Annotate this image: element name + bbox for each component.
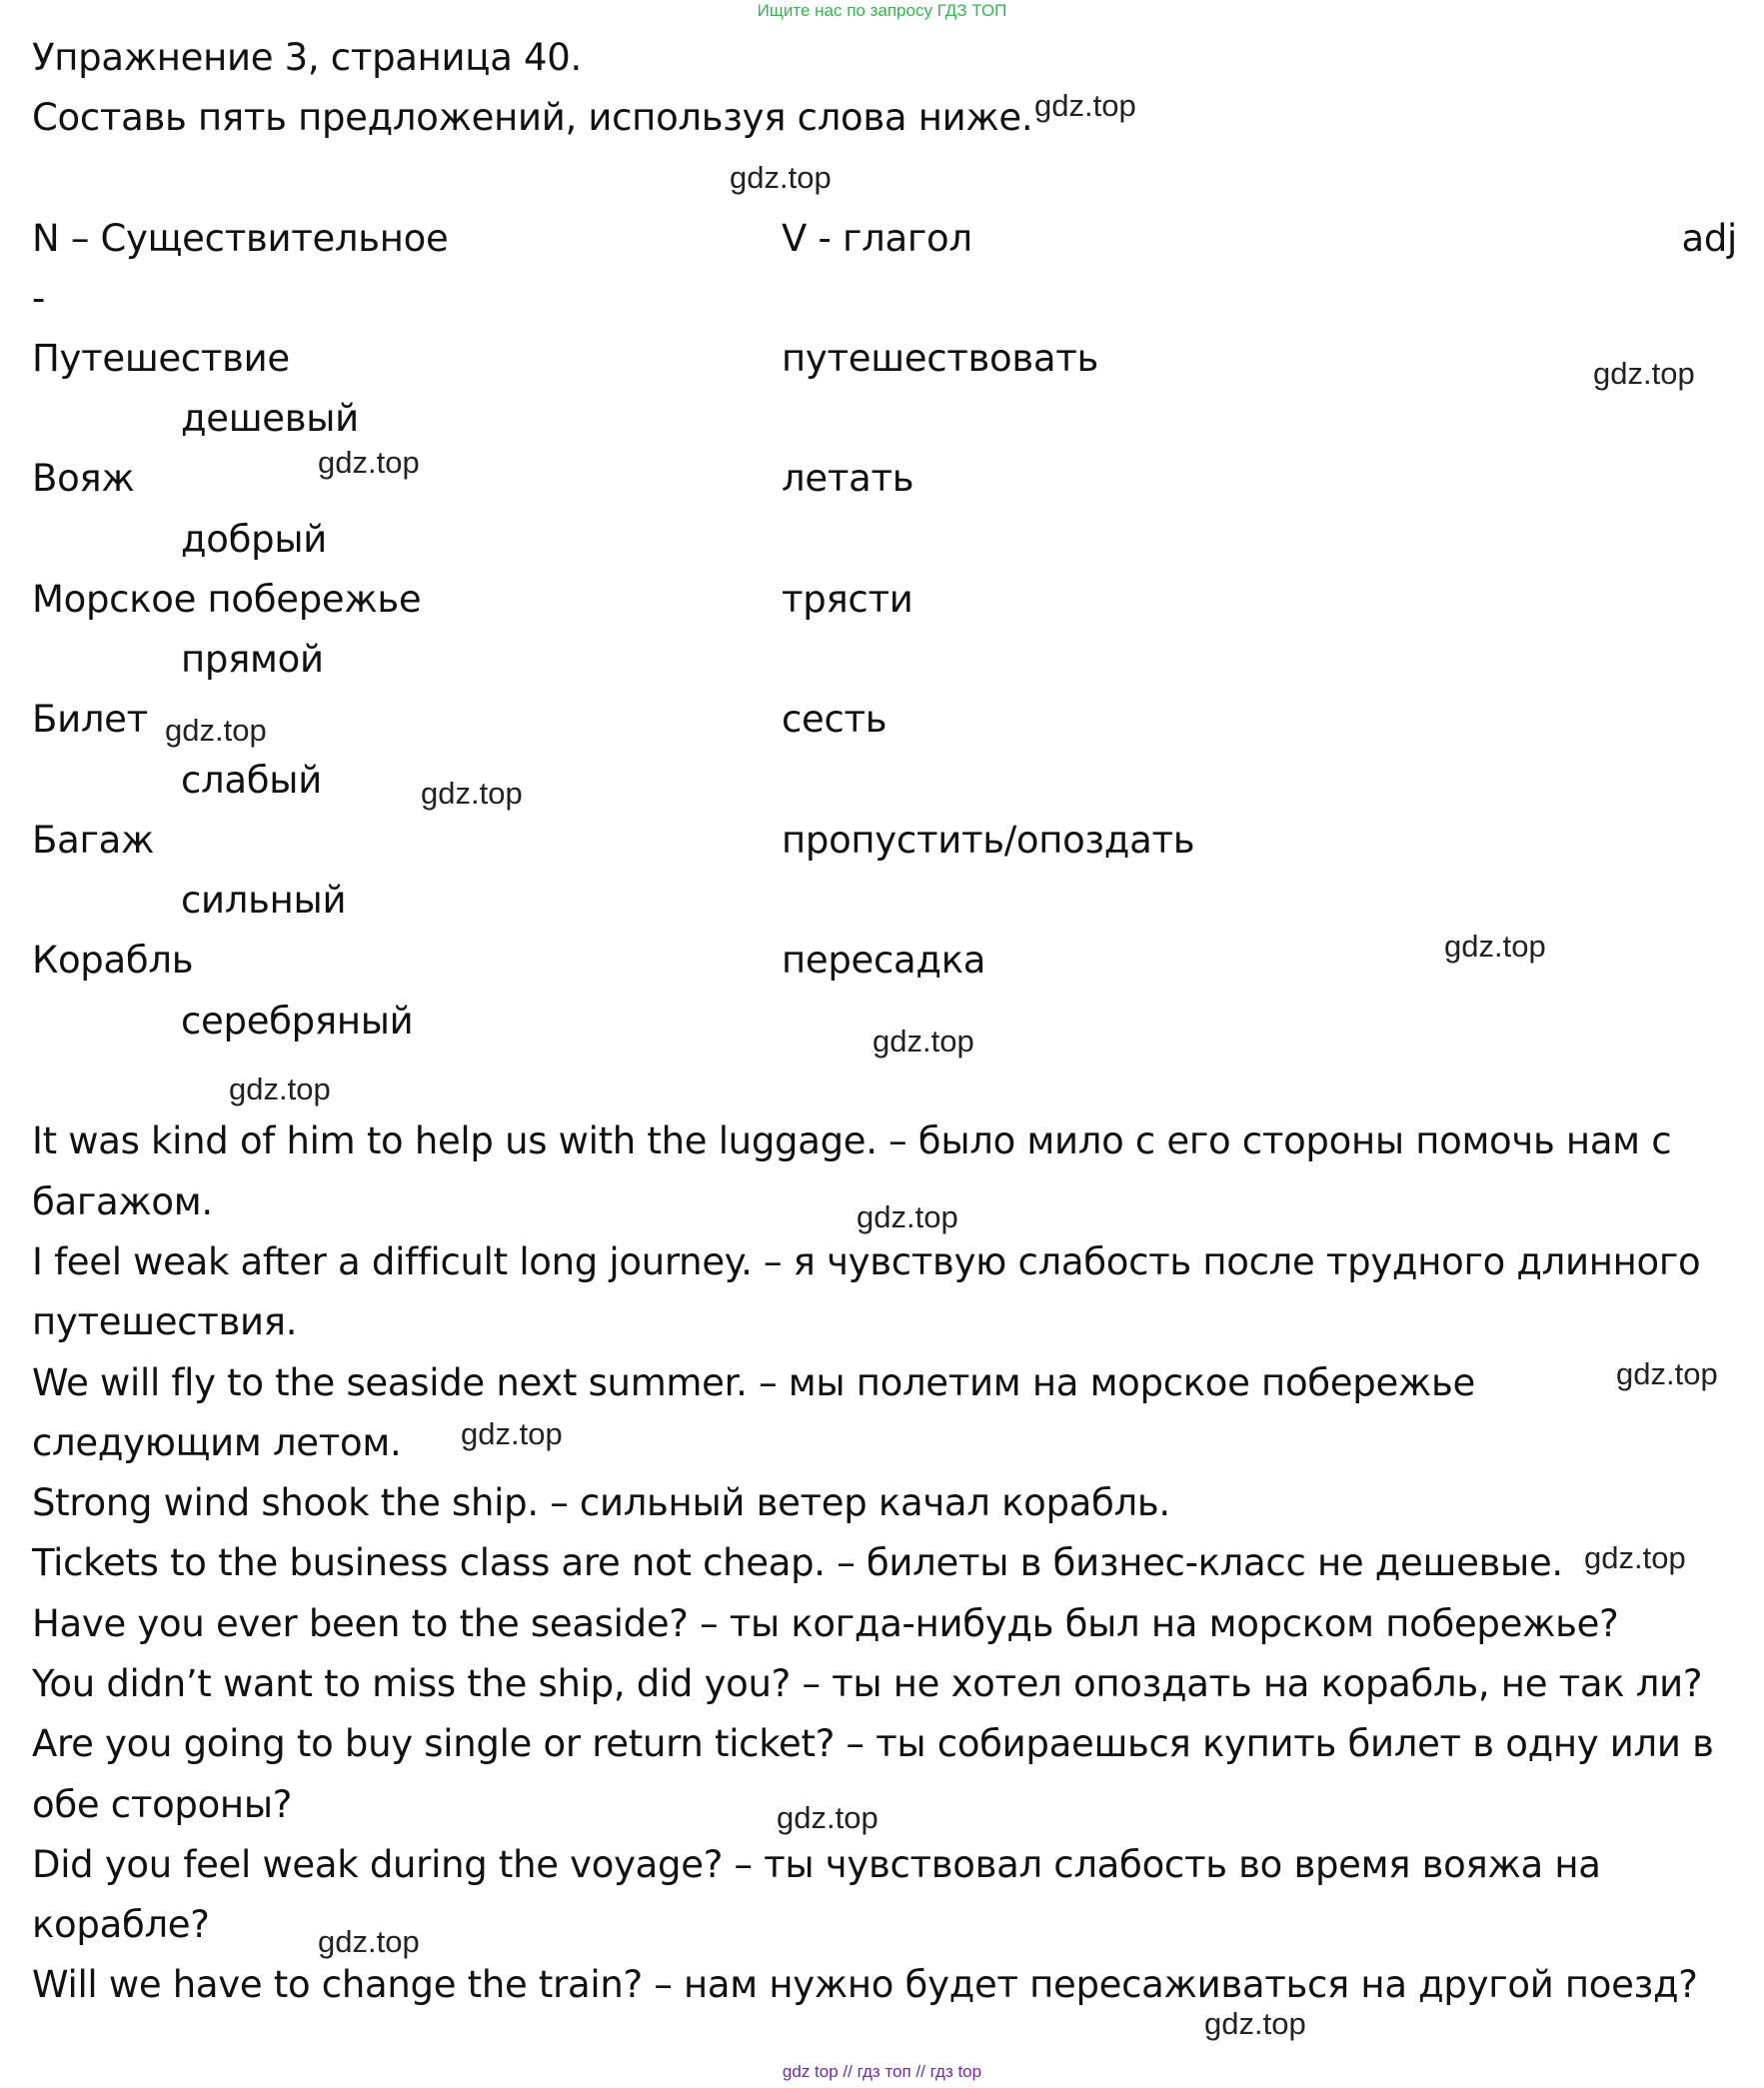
- noun-column-header: N – Существительное: [32, 217, 449, 260]
- sentence-line: обе стороны?: [32, 1783, 293, 1826]
- verb-word: путешествовать: [782, 337, 1099, 380]
- noun-word: Корабль: [32, 939, 194, 982]
- sentence-line: Are you going to buy single or return ticket? – ты собираешься купить билет в одну или в: [32, 1722, 1714, 1765]
- watermark: gdz.top: [777, 1800, 879, 1835]
- verb-column-header: V - глагол: [782, 217, 972, 260]
- sentence-line: I feel weak after a difficult long journey. – я чувствую слабость после трудного длинного: [32, 1240, 1701, 1283]
- sentence-line: We will fly to the seaside next summer. – мы полетим на морское побережье: [32, 1361, 1475, 1404]
- adj-word: прямой: [181, 638, 324, 681]
- adj-word: слабый: [181, 759, 322, 802]
- sentence-line: путешествия.: [32, 1300, 298, 1343]
- verb-word: пропустить/опоздать: [782, 819, 1195, 862]
- sentence-line: Tickets to the business class are not cheap. – билеты в бизнес-класс не дешевые.: [32, 1541, 1563, 1584]
- sentence-line: You didn’t want to miss the ship, did you? – ты не хотел опоздать на корабль, не так ли?: [32, 1662, 1703, 1705]
- footer-watermark: gdz top // гдз топ // гдз top: [782, 2062, 982, 2081]
- adj-word: дешевый: [181, 397, 359, 440]
- sentence-line: Did you feel weak during the voyage? – ты чувствовал слабость во время вояжа на: [32, 1843, 1601, 1886]
- exercise-title: Упражнение 3, страница 40.: [32, 36, 582, 79]
- watermark: gdz.top: [857, 1199, 958, 1234]
- instruction: Составь пять предложений, используя слова ниже.: [32, 96, 1033, 139]
- watermark: gdz.top: [1593, 356, 1695, 391]
- sentence-line: It was kind of him to help us with the luggage. – было мило с его стороны помочь нам с: [32, 1119, 1672, 1162]
- adj-word: добрый: [181, 518, 327, 561]
- adj-column-header: adj: [1681, 217, 1737, 260]
- noun-word: Багаж: [32, 819, 155, 862]
- verb-word: пересадка: [782, 939, 986, 982]
- verb-word: летать: [782, 457, 914, 500]
- top-banner: Ищите нас по запросу ГДЗ ТОП: [757, 1, 1007, 20]
- watermark: gdz.top: [461, 1416, 563, 1451]
- sentence-line: Strong wind shook the ship. – сильный ветер качал корабль.: [32, 1481, 1170, 1524]
- watermark: gdz.top: [165, 713, 267, 748]
- adj-word: сильный: [181, 879, 347, 922]
- sentence-line: Will we have to change the train? – нам нужно будет пересаживаться на другой поезд?: [32, 1963, 1698, 2006]
- sentence-line: Have you ever been to the seaside? – ты когда-нибудь был на морском побережье?: [32, 1602, 1619, 1645]
- watermark: gdz.top: [1034, 88, 1136, 123]
- watermark: gdz.top: [873, 1024, 974, 1058]
- adj-word: серебряный: [181, 1000, 414, 1043]
- watermark: gdz.top: [1584, 1540, 1686, 1575]
- watermark: gdz.top: [421, 776, 523, 811]
- noun-word: Билет: [32, 698, 148, 741]
- sentence-line: следующим летом.: [32, 1421, 402, 1464]
- sentence-line: багажом.: [32, 1180, 213, 1223]
- watermark: gdz.top: [1204, 2006, 1306, 2041]
- watermark: gdz.top: [730, 160, 832, 195]
- watermark: gdz.top: [318, 445, 420, 480]
- watermark: gdz.top: [1616, 1356, 1718, 1391]
- watermark: gdz.top: [1444, 929, 1546, 964]
- watermark: gdz.top: [229, 1071, 331, 1106]
- watermark: gdz.top: [318, 1924, 420, 1959]
- noun-word: Путешествие: [32, 337, 290, 380]
- sentence-line: корабле?: [32, 1903, 210, 1946]
- verb-word: сесть: [782, 698, 887, 741]
- noun-word: Морское побережье: [32, 578, 422, 621]
- verb-word: трясти: [782, 578, 913, 621]
- noun-word: Вояж: [32, 457, 135, 500]
- adj-header-dash: -: [32, 277, 46, 320]
